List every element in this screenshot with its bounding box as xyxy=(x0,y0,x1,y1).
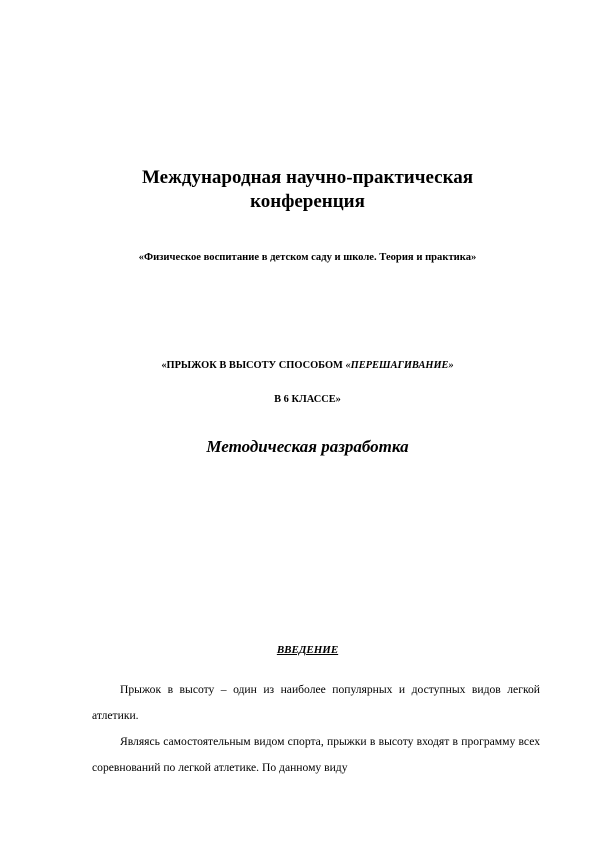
work-title-part1: «ПРЫЖОК В ВЫСОТУ СПОСОБОМ xyxy=(161,360,346,371)
conference-title-line1: Международная научно-практическая xyxy=(141,167,474,188)
work-title-italic: «ПЕРЕШАГИВАНИЕ» xyxy=(345,360,454,371)
introduction-paragraph-2: Являясь самостоятельным видом спорта, прыжки в высоту входят в программу всех соревнований по легкой атлетике. По данному виду xyxy=(92,735,540,774)
introduction-body xyxy=(92,677,540,781)
work-type: Методическая разработка xyxy=(206,437,409,456)
introduction-heading: ВВЕДЕНИЕ xyxy=(276,644,339,656)
work-title xyxy=(40,349,575,417)
work-title-line1 xyxy=(40,349,575,383)
conference-title xyxy=(60,166,555,214)
conference-subtitle: «Физическое воспитание в детском саду и школе. Теория и практика» xyxy=(138,252,477,263)
conference-title-line2: конференция xyxy=(250,191,365,212)
work-title-line2: В 6 КЛАССЕ» xyxy=(274,394,341,405)
introduction-paragraph-1: Прыжок в высоту – один из наиболее популярных и доступных видов легкой атлетики. xyxy=(92,683,540,722)
